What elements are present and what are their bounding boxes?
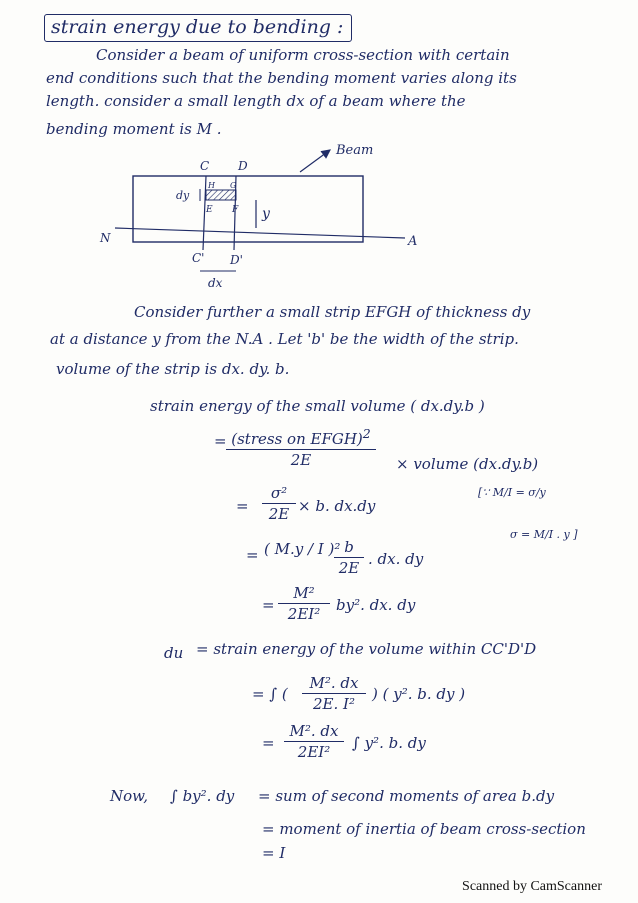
label-y: y bbox=[262, 206, 270, 222]
fraction-den: 2E. I² bbox=[313, 695, 355, 713]
intro-line: Consider a beam of uniform cross-section with certain bbox=[96, 46, 510, 64]
label-a: A bbox=[408, 234, 418, 249]
fraction-m2dx bbox=[302, 674, 366, 713]
para2-line: at a distance y from the N.A . Let 'b' be the width of the strip. bbox=[50, 330, 519, 348]
now-label: Now, bbox=[110, 787, 148, 805]
scanner-watermark: Scanned by CamScanner bbox=[462, 879, 602, 894]
para2-line: volume of the strip is dx. dy. b. bbox=[56, 360, 290, 378]
side-note: [∵ M/I = σ/y bbox=[478, 486, 546, 499]
intro-line: bending moment is M . bbox=[46, 120, 222, 138]
label-n: N bbox=[100, 231, 111, 245]
fraction-den: 2EI² bbox=[287, 605, 321, 623]
fraction-stress bbox=[226, 426, 376, 469]
term: = ∫ ( bbox=[252, 685, 288, 703]
fraction-num: σ² bbox=[262, 484, 296, 504]
label-g: G bbox=[230, 181, 237, 190]
eq-sign: = bbox=[262, 596, 275, 614]
beam-label: Beam bbox=[336, 143, 374, 158]
label-dy: dy bbox=[176, 189, 190, 202]
fraction-den: 2E bbox=[338, 559, 360, 577]
fraction-m2 bbox=[278, 584, 330, 623]
term: . dx. dy bbox=[368, 550, 424, 568]
term: by². dx. dy bbox=[336, 596, 416, 614]
strip-efgh bbox=[206, 190, 236, 200]
eq-sign: = bbox=[262, 734, 275, 752]
fraction-num: (stress on EFGH) bbox=[231, 430, 363, 448]
label-d-prime: D' bbox=[230, 253, 243, 267]
eq-sign: = bbox=[214, 432, 227, 450]
label-dx: dx bbox=[208, 276, 223, 290]
fraction-sigma bbox=[262, 484, 296, 523]
term: ( M.y / I )² bbox=[264, 540, 341, 558]
fraction-num: M² bbox=[278, 584, 330, 604]
label-c-prime: C' bbox=[192, 251, 205, 265]
term: ∫ y². b. dy bbox=[352, 734, 426, 752]
eq-sign: = bbox=[236, 497, 249, 515]
label-c: C bbox=[200, 159, 210, 173]
label-d: D bbox=[238, 159, 248, 173]
fraction-num: b bbox=[334, 538, 364, 558]
fraction-b bbox=[334, 538, 364, 577]
side-note: σ = M/I . y ] bbox=[510, 528, 578, 541]
now-equals: = sum of second moments of area b.dy bbox=[258, 787, 555, 805]
term: × b. dx.dy bbox=[298, 497, 376, 515]
equals-i-line: = I bbox=[262, 844, 286, 862]
du-definition: = strain energy of the volume within CC'D'D bbox=[196, 640, 537, 658]
term: ) ( y². b. dy ) bbox=[372, 685, 466, 703]
fraction-num: M². dx bbox=[302, 674, 366, 694]
fraction-num: M². dx bbox=[284, 722, 344, 742]
label-h: H bbox=[208, 181, 215, 190]
moment-of-inertia-line: = moment of inertia of beam cross-section bbox=[262, 820, 586, 838]
energy-small-volume: strain energy of the small volume ( dx.dy.b ) bbox=[150, 397, 485, 415]
label-e: E bbox=[206, 205, 213, 215]
fraction-den: 2E bbox=[290, 451, 312, 469]
para2-line: Consider further a small strip EFGH of thickness dy bbox=[134, 303, 531, 321]
fraction-den: 2EI² bbox=[297, 743, 331, 761]
intro-line: length. consider a small length dx of a beam where the bbox=[46, 92, 466, 110]
exponent: 2 bbox=[362, 426, 371, 441]
neutral-axis bbox=[115, 228, 405, 238]
du-label: du bbox=[164, 644, 184, 662]
fraction-m2dx-final bbox=[284, 722, 344, 761]
eq-sign: = bbox=[246, 546, 259, 564]
label-f: F bbox=[232, 205, 239, 215]
fraction-den: 2E bbox=[268, 505, 290, 523]
now-integral: ∫ by². dy bbox=[170, 787, 235, 805]
page-heading: strain energy due to bending : bbox=[44, 14, 352, 42]
intro-line: end conditions such that the bending moment varies along its bbox=[46, 69, 517, 87]
volume-term: × volume (dx.dy.b) bbox=[396, 455, 539, 473]
beam-pointer bbox=[300, 150, 330, 172]
